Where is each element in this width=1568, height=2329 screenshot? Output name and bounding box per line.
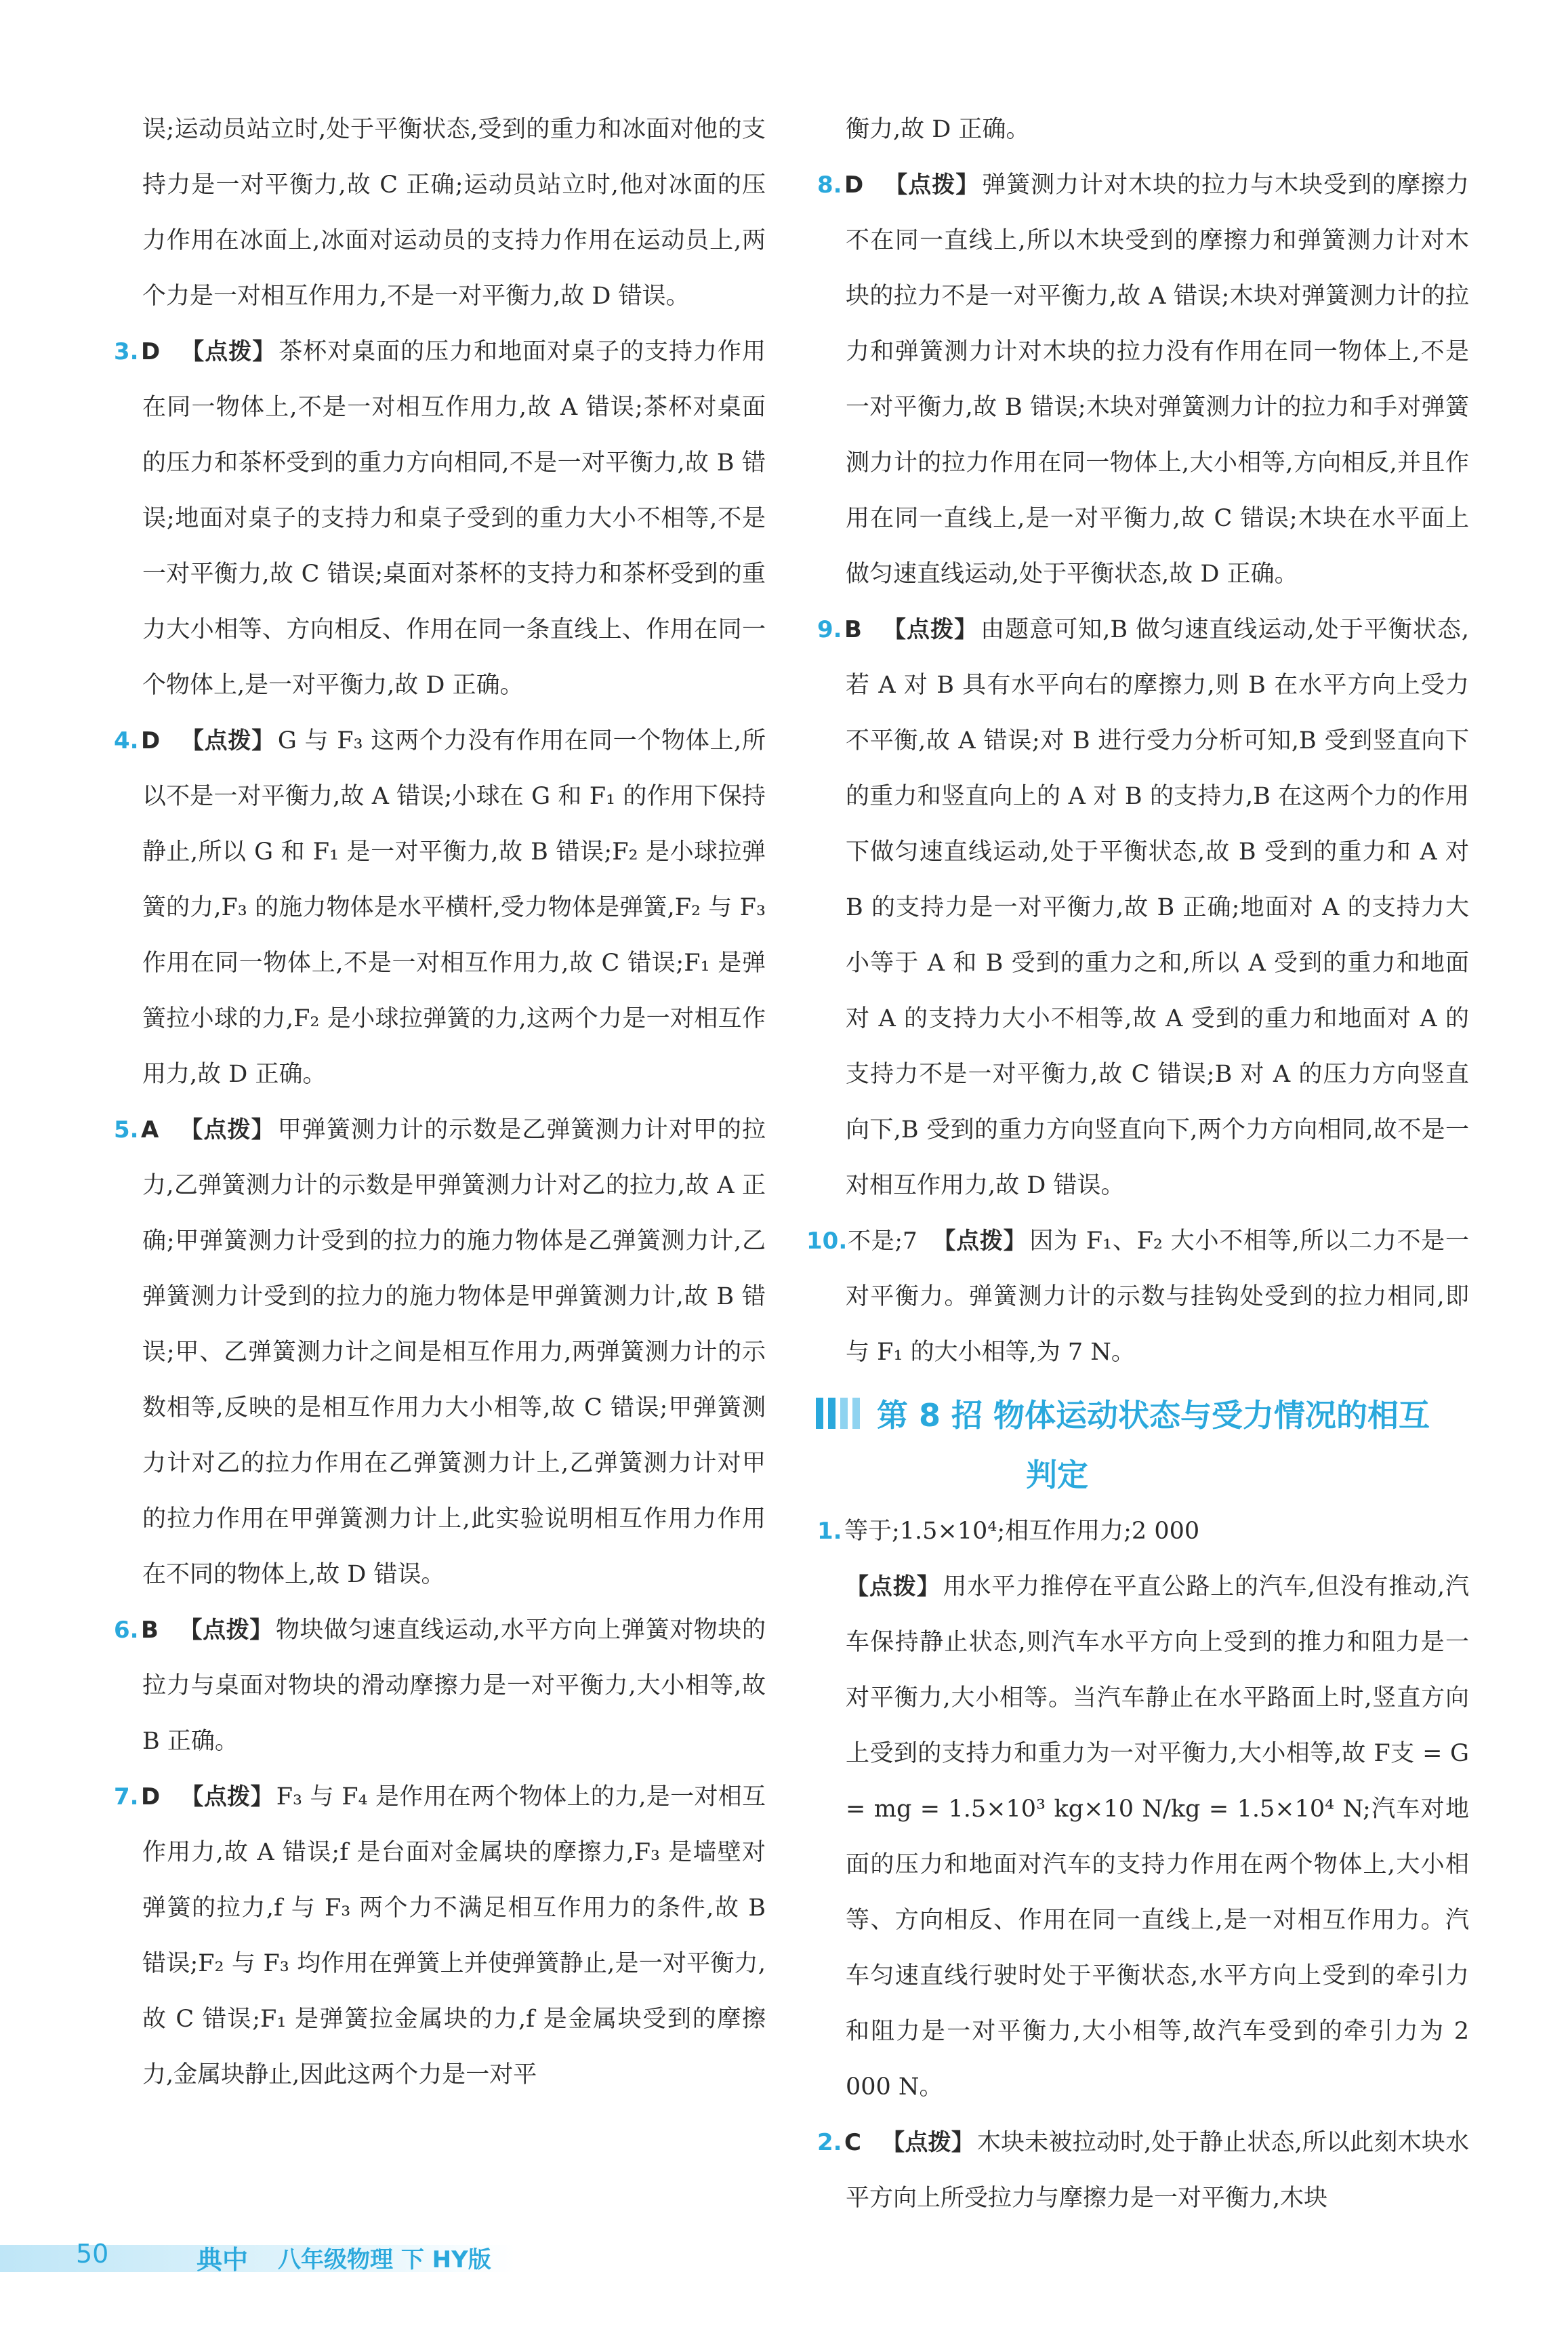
hint-tag: 【点拨】 [178, 1617, 273, 1644]
item-text: 衡力,故 D 正确。 [846, 116, 1030, 143]
right-column [806, 102, 1469, 2226]
item-answer: 不是;7 [847, 1228, 917, 1255]
item-text: 弹簧测力计对木块的拉力与木块受到的摩擦力不在同一直线上,所以木块受到的摩擦力和弹簧测力计对木块的拉力不是一对平衡力,故 A 错误;木块对弹簧测力计的拉力和弹簧测力计对木块的拉力没有作用在同一物体上,不是一对平衡力,故 B 错误;木块对弹簧测力计的拉力和手对弹簧测力计的拉力作用在同一物体上,大小相等,方向相反,并且作用在同一直线上,是一对平衡力,故 C 错误;木块在水平面上做匀速直线运动,处于平衡状态,故 D 正确。 [846, 171, 1469, 588]
hint-tag: 【点拨】 [180, 727, 275, 754]
item-number: 4. [114, 727, 139, 754]
section-bars-icon [816, 1390, 865, 1446]
hint-tag: 【点拨】 [179, 1116, 275, 1143]
item-answer: D [141, 338, 161, 365]
brand-logo: 典中 [197, 2245, 249, 2275]
answer-item-s8-2 [817, 2115, 1469, 2226]
item-answer: D [844, 171, 864, 199]
item-number: 9. [817, 616, 842, 643]
answer-item-s8-1 [817, 1503, 1469, 1559]
section-title-line1: 第 8 招 物体运动状态与受力情况的相互 [877, 1397, 1430, 1434]
hint-tag: 【点拨】 [881, 2128, 974, 2156]
page-number: 50 [76, 2239, 109, 2269]
item-answer: A [141, 1116, 159, 1143]
item-answer: C [844, 2128, 861, 2156]
hint-tag: 【点拨】 [846, 1573, 941, 1600]
item-answer: 等于;1.5×10⁴;相互作用力;2 000 [844, 1517, 1200, 1545]
hint-tag: 【点拨】 [932, 1228, 1027, 1255]
item-number: 8. [817, 171, 842, 199]
item-number: 5. [114, 1116, 139, 1143]
item-number: 6. [114, 1617, 139, 1644]
answer-item-6 [114, 1602, 766, 1769]
answer-item-3 [114, 324, 766, 713]
answer-item-4 [114, 713, 766, 1102]
item-text: 茶杯对桌面的压力和地面对桌子的支持力作用在同一物体上,不是一对相互作用力,故 A 错误;茶杯对桌面的压力和茶杯受到的重力方向相同,不是一对平衡力,故 B 错误;地面对桌子的支持力和桌子受到的重力大小不相等,不是一对平衡力,故 C 错误;桌面对茶杯的支持力和茶杯受到的重力大小相等、方向相反、作用在同一条直线上、作用在同一个物体上,是一对平衡力,故 D 正确。 [142, 338, 766, 699]
item-answer: D [141, 1783, 161, 1810]
hint-tag: 【点拨】 [882, 616, 978, 643]
item-text: 用水平力推停在平直公路上的汽车,但没有推动,汽车保持静止状态,则汽车水平方向上受到的推力和阻力是一对平衡力,大小相等。当汽车静止在水平路面上时,竖直方向上受到的支持力和重力为一对平衡力,大小相等,故 F支 = G = mg = 1.5×10³ kg×10 N/kg = 1.5×10⁴ N;汽车对地面的压力和地面对汽车的支持力作用在两个物体上,大小相等、方向相反、作用在同一直线上,是一对相互作用力。汽车匀速直线行驶时处于平衡状态,水平方向上受到的牵引力和阻力是一对平衡力,大小相等,故汽车受到的牵引力为 2 000 N。 [846, 1573, 1469, 2101]
item-text: 误;运动员站立时,处于平衡状态,受到的重力和冰面对他的支持力是一对平衡力,故 C 正确;运动员站立时,他对冰面的压力作用在冰面上,冰面对运动员的支持力作用在运动员上,两个力是一对相互作用力,不是一对平衡力,故 D 错误。 [142, 116, 766, 310]
item-number: 1. [817, 1517, 842, 1545]
answer-item-s8-1-hint [846, 1559, 1469, 2115]
item-answer: D [141, 727, 161, 754]
hint-tag: 【点拨】 [180, 1783, 274, 1810]
left-column [114, 102, 766, 2103]
item-text: 木块未被拉动时,处于静止状态,所以此刻木块水平方向上所受拉力与摩擦力是一对平衡力,木块 [846, 2128, 1469, 2212]
section-title-line2: 判定 [1026, 1456, 1088, 1493]
answer-item-10 [806, 1213, 1469, 1380]
answer-item-2-continued [142, 102, 766, 324]
hint-tag: 【点拨】 [180, 338, 276, 365]
item-text: 由题意可知,B 做匀速直线运动,处于平衡状态,若 A 对 B 具有水平向右的摩擦力,则 B 在水平方向上受力不平衡,故 A 错误;对 B 进行受力分析可知,B 受到竖直向下的重力和竖直向上的 A 对 B 的支持力,B 在这两个力的作用下做匀速直线运动,处于平衡状态,故 B 受到的重力和 A 对 B 的支持力是一对平衡力,故 B 正确;地面对 A 的支持力大小等于 A 和 B 受到的重力之和,所以 A 受到的重力和地面对 A 的支持力大小不相等,故 A 受到的重力和地面对 A 的支持力不是一对平衡力,故 C 错误;B 对 A 的压力方向竖直向下,B 受到的重力方向竖直向下,两个力方向相同,故不是一对相互作用力,故 D 错误。 [846, 616, 1469, 1199]
answer-item-9 [817, 602, 1469, 1213]
item-text: F₃ 与 F₄ 是作用在两个物体上的力,是一对相互作用力,故 A 错误;f 是台面对金属块的摩擦力,F₃ 是墙壁对弹簧的拉力,f 与 F₃ 两个力不满足相互作用力的条件,故 B 错误;F₂ 与 F₃ 均作用在弹簧上并使弹簧静止,是一对平衡力,故 C 错误;F₁ 是弹簧拉金属块的力,f 是金属块受到的摩擦力,金属块静止,因此这两个力是一对平 [142, 1783, 766, 2088]
item-number: 3. [114, 338, 139, 365]
answer-item-7 [114, 1769, 766, 2103]
answer-item-7-continued [846, 102, 1469, 157]
hint-tag: 【点拨】 [884, 171, 980, 199]
answer-item-8 [817, 157, 1469, 602]
item-text: G 与 F₃ 这两个力没有作用在同一个物体上,所以不是一对平衡力,故 A 错误;小球在 G 和 F₁ 的作用下保持静止,所以 G 和 F₁ 是一对平衡力,故 B 错误;F₂ 是小球拉弹簧的力,F₃ 的施力物体是水平横杆,受力物体是弹簧,F₂ 与 F₃ 作用在同一物体上,不是一对相互作用力,故 C 错误;F₁ 是弹簧拉小球的力,F₂ 是小球拉弹簧的力,这两个力是一对相互作用力,故 D 正确。 [142, 727, 766, 1088]
item-number: 10. [806, 1228, 848, 1255]
section-heading [816, 1387, 1469, 1503]
item-number: 7. [114, 1783, 139, 1810]
book-title: 八年级物理 下 HY版 [278, 2246, 491, 2273]
item-text: 甲弹簧测力计的示数是乙弹簧测力计对甲的拉力,乙弹簧测力计的示数是甲弹簧测力计对乙的拉力,故 A 正确;甲弹簧测力计受到的拉力的施力物体是乙弹簧测力计,乙弹簧测力计受到的拉力的施力物体是甲弹簧测力计,故 B 错误;甲、乙弹簧测力计之间是相互作用力,两弹簧测力计的示数相等,反映的是相互作用力大小相等,故 C 错误;甲弹簧测力计对乙的拉力作用在乙弹簧测力计上,乙弹簧测力计对甲的拉力作用在甲弹簧测力计上,此实验说明相互作用力作用在不同的物体上,故 D 错误。 [142, 1116, 766, 1588]
item-answer: B [141, 1617, 159, 1644]
answer-item-5 [114, 1102, 766, 1602]
item-text: 因为 F₁、F₂ 大小不相等,所以二力不是一对平衡力。弹簧测力计的示数与挂钩处受到的拉力相同,即与 F₁ 的大小相等,为 7 N。 [846, 1228, 1469, 1366]
item-text: 物块做匀速直线运动,水平方向上弹簧对物块的拉力与桌面对物块的滑动摩擦力是一对平衡力,大小相等,故 B 正确。 [142, 1617, 766, 1755]
item-answer: B [844, 616, 862, 643]
item-number: 2. [817, 2128, 842, 2156]
